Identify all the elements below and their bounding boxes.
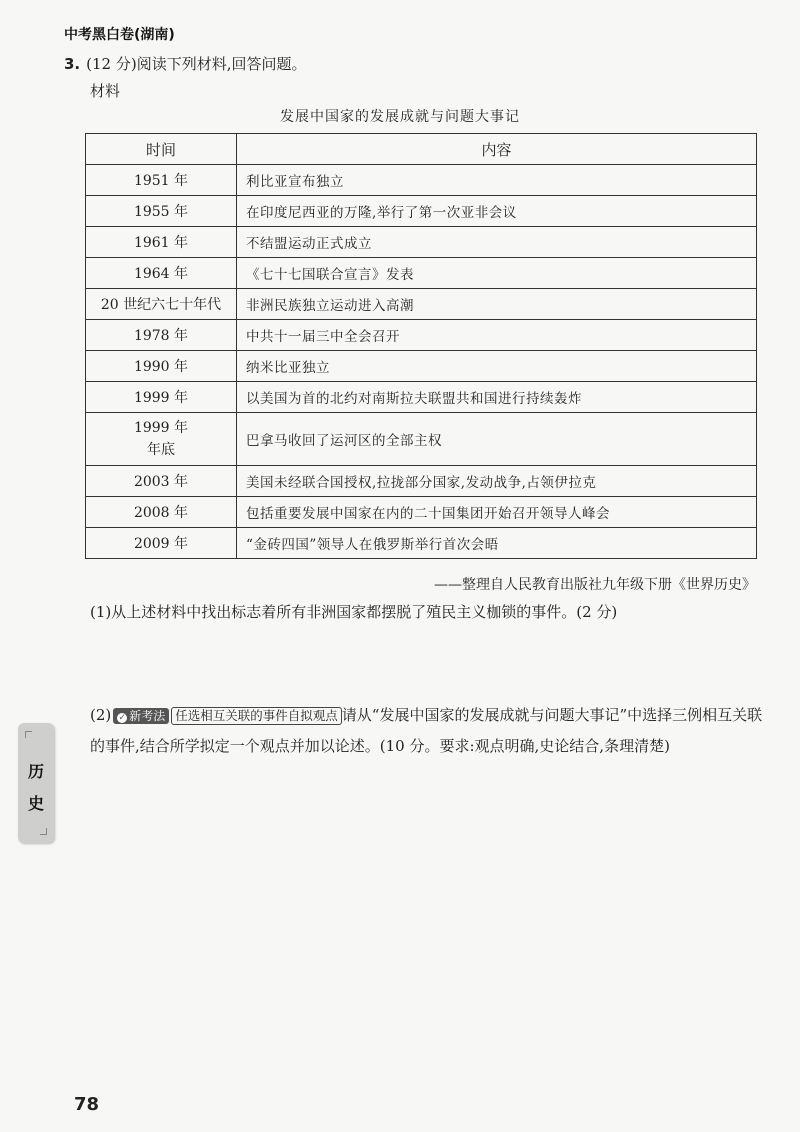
table-row xyxy=(86,165,757,196)
book-title: 中考黑白卷(湖南) xyxy=(64,27,175,43)
corner-mark-icon xyxy=(40,828,47,835)
row-time: 1951 年 xyxy=(86,165,237,196)
row-content: 包括重要发展中国家在内的二十国集团开始召开领导人峰会 xyxy=(237,497,757,528)
row-time-line2: 年底 xyxy=(147,442,175,458)
row-time: 2009 年 xyxy=(86,528,237,559)
row-content: 非洲民族独立运动进入高潮 xyxy=(237,289,757,320)
row-content: 中共十一届三中全会召开 xyxy=(237,320,757,351)
row-time: 1961 年 xyxy=(86,227,237,258)
corner-mark-icon xyxy=(25,731,32,738)
row-time: 2008 年 xyxy=(86,497,237,528)
row-time: 1978 年 xyxy=(86,320,237,351)
table-row xyxy=(86,413,757,466)
question-number: 3. xyxy=(64,55,81,73)
sub-question-1: (1)从上述材料中找出标志着所有非洲国家都摆脱了殖民主义枷锁的事件。(2 分) xyxy=(90,603,618,621)
new-method-label: 新考法 xyxy=(129,709,166,723)
table-row xyxy=(86,382,757,413)
row-content: 在印度尼西亚的万隆,举行了第一次亚非会议 xyxy=(237,196,757,227)
row-time: 1964 年 xyxy=(86,258,237,289)
question-type-tag: 任选相互关联的事件自拟观点 xyxy=(171,707,342,725)
table-row xyxy=(86,289,757,320)
table-row xyxy=(86,320,757,351)
question-header xyxy=(64,53,306,74)
row-content: 纳米比亚独立 xyxy=(237,351,757,382)
row-content: 《七十七国联合宣言》发表 xyxy=(237,258,757,289)
header-content: 内容 xyxy=(237,134,757,165)
table-row xyxy=(86,466,757,497)
sub-question-2 xyxy=(90,700,770,762)
question-text: (12 分)阅读下列材料,回答问题。 xyxy=(86,55,307,73)
row-time: 2003 年 xyxy=(86,466,237,497)
table-header-row xyxy=(86,134,757,165)
subject-side-tab xyxy=(18,723,54,843)
row-content: 不结盟运动正式成立 xyxy=(237,227,757,258)
row-content: 美国未经联合国授权,拉拢部分国家,发动战争,占领伊拉克 xyxy=(237,466,757,497)
row-content: 利比亚宣布独立 xyxy=(237,165,757,196)
page-number: 78 xyxy=(74,1094,100,1115)
material-label: 材料 xyxy=(90,82,121,100)
check-icon: ✓ xyxy=(118,713,127,723)
table-row xyxy=(86,258,757,289)
row-time: 1999 年 xyxy=(86,382,237,413)
header-time: 时间 xyxy=(86,134,237,165)
table-row xyxy=(86,497,757,528)
table-row xyxy=(86,351,757,382)
events-table xyxy=(85,133,757,559)
row-time xyxy=(86,413,237,466)
subject-char-2: 史 xyxy=(27,794,44,813)
sub-question-2-prefix: (2) xyxy=(90,706,112,724)
row-content: “金砖四国”领导人在俄罗斯举行首次会晤 xyxy=(237,528,757,559)
subject-char-1: 历 xyxy=(27,762,44,781)
table-source: ——整理自人民教育出版社九年级下册《世界历史》 xyxy=(434,577,756,593)
table-row xyxy=(86,227,757,258)
row-time: 1955 年 xyxy=(86,196,237,227)
sub-question-2-text: 请从“发展中国家的发展成就与问题大事记”中选择三例相互关联的事件,结合所学拟定一个观点并加以论述。(10 分。要求:观点明确,史论结合,条理清楚) xyxy=(90,706,763,755)
row-time-line1: 1999 年 xyxy=(133,420,189,436)
table-row xyxy=(86,196,757,227)
row-time: 1990 年 xyxy=(86,351,237,382)
table-title: 发展中国家的发展成就与问题大事记 xyxy=(280,109,520,125)
row-content: 巴拿马收回了运河区的全部主权 xyxy=(237,413,757,466)
row-content: 以美国为首的北约对南斯拉夫联盟共和国进行持续轰炸 xyxy=(237,382,757,413)
new-method-badge xyxy=(113,708,169,724)
row-time: 20 世纪六七十年代 xyxy=(86,289,237,320)
table-row xyxy=(86,528,757,559)
